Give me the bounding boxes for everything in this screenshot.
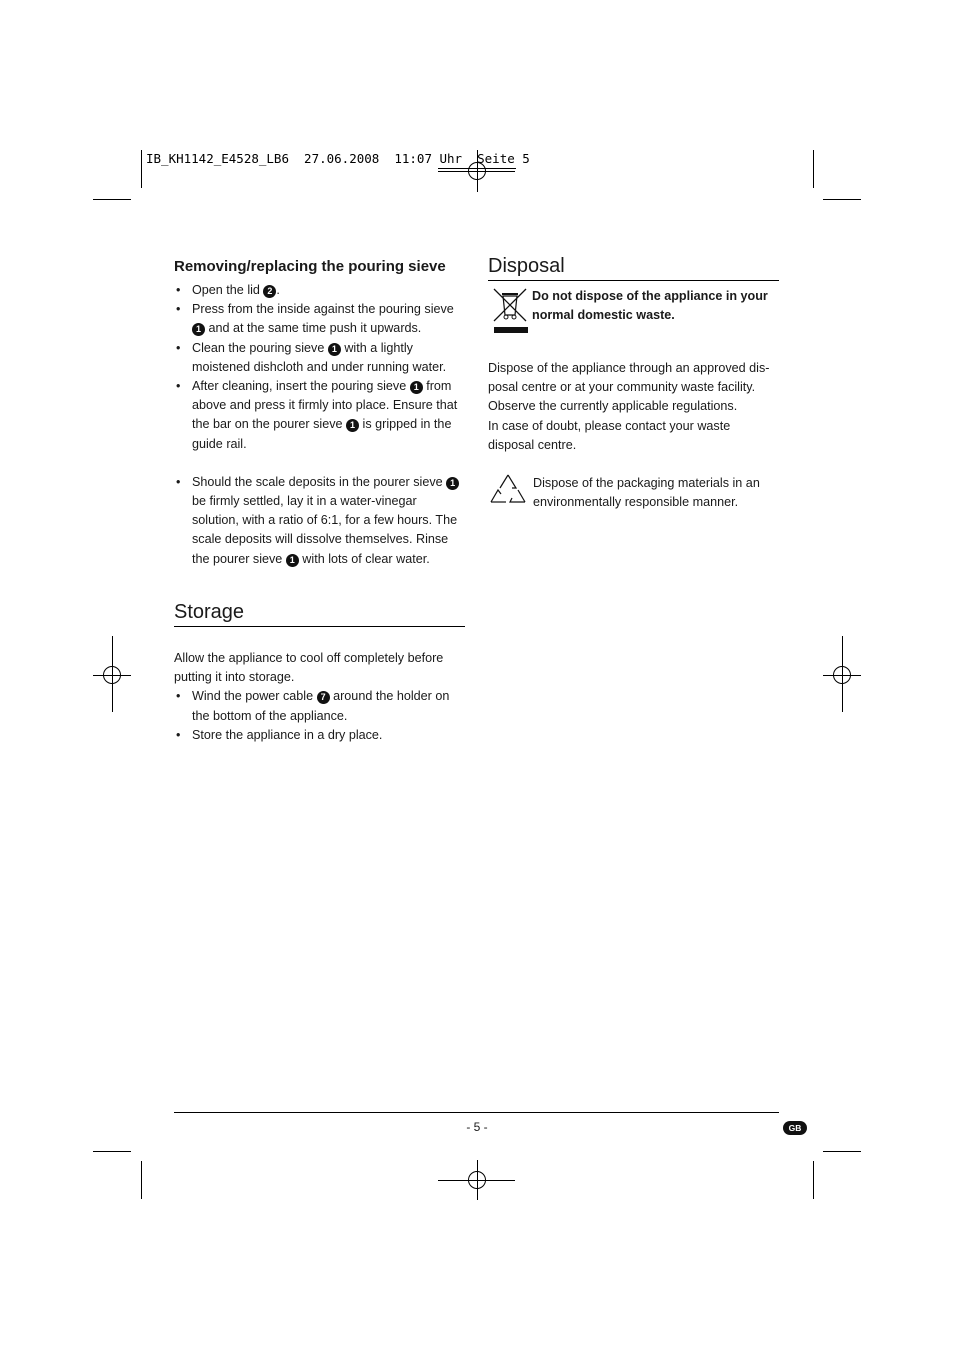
storage-steps bbox=[174, 687, 465, 745]
registration-circle bbox=[833, 666, 851, 684]
callout-number: 1 bbox=[286, 554, 299, 567]
crop-mark bbox=[141, 150, 142, 188]
callout-number: 1 bbox=[410, 381, 423, 394]
crossed-out-wheelie-bin-icon bbox=[490, 287, 530, 335]
print-underline bbox=[438, 168, 516, 169]
list-item: • After cleaning, insert the pouring sieve 1 from above and press it firmly into place. Ensure that the bar on the pourer sieve 1 is gripped in the guide rail. bbox=[174, 377, 465, 454]
page-number: - 5 - bbox=[466, 1120, 488, 1134]
disposal-paragraph-2: In case of doubt, please contact your waste disposal centre. bbox=[488, 418, 731, 452]
disposal-heading: Disposal bbox=[488, 254, 779, 281]
callout-number: 1 bbox=[192, 323, 205, 336]
storage-section bbox=[174, 600, 465, 745]
sieve-steps bbox=[174, 281, 465, 454]
section-heading: Removing/replacing the pouring sieve bbox=[174, 258, 446, 275]
storage-heading: Storage bbox=[174, 600, 465, 627]
list-item: • Store the appliance in a dry place. bbox=[174, 726, 465, 745]
crop-mark bbox=[141, 1161, 142, 1199]
crop-mark bbox=[813, 150, 814, 188]
list-item: • Wind the power cable 7 around the holder on the bottom of the appliance. bbox=[174, 687, 465, 725]
list-item: • Press from the inside against the pouring sieve 1 and at the same time push it upwards. bbox=[174, 300, 465, 338]
crop-mark bbox=[823, 199, 861, 200]
warning-text: Do not dispose of the appliance in your normal domestic waste. bbox=[532, 289, 768, 323]
list-item: • Clean the pouring sieve 1 with a lightly moistened dishcloth and under running water. bbox=[174, 339, 465, 377]
list-item: • Open the lid 2 . bbox=[174, 281, 465, 300]
storage-intro: Allow the appliance to cool off completely before putting it into storage. bbox=[174, 651, 444, 685]
disposal-section bbox=[488, 254, 779, 516]
list-item: • Should the scale deposits in the pourer sieve 1 be firmly settled, lay it in a water-vinegar solution, with a ratio of 6:1, for a few hours. The scale deposits will dissolve themselves. Rinse the pourer sieve 1 with lots of clear water. bbox=[174, 473, 465, 569]
disposal-paragraph: Dispose of the appliance through an approved dis-posal centre or at your community waste facility. Observe the currently applicable regulations. bbox=[488, 361, 770, 414]
crop-mark bbox=[93, 1151, 131, 1152]
crop-mark bbox=[93, 199, 131, 200]
callout-number: 1 bbox=[346, 419, 359, 432]
callout-number: 7 bbox=[317, 691, 330, 704]
registration-circle bbox=[468, 1171, 486, 1189]
warning-block bbox=[488, 287, 779, 345]
language-badge: GB bbox=[783, 1121, 807, 1135]
callout-number: 2 bbox=[263, 285, 276, 298]
packaging-block bbox=[488, 474, 779, 516]
callout-number: 1 bbox=[328, 343, 341, 356]
crop-mark bbox=[823, 1151, 861, 1152]
callout-number: 1 bbox=[446, 477, 459, 490]
print-header: IB_KH1142_E4528_LB6 27.06.2008 11:07 Uhr Seite 5 bbox=[146, 151, 530, 166]
recycle-icon bbox=[488, 472, 528, 510]
crop-mark bbox=[813, 1161, 814, 1199]
left-column bbox=[174, 257, 465, 569]
scale-steps bbox=[174, 473, 465, 569]
registration-circle bbox=[103, 666, 121, 684]
footer-rule bbox=[174, 1112, 779, 1113]
packaging-text: Dispose of the packaging materials in an environmentally responsible manner. bbox=[533, 476, 760, 510]
